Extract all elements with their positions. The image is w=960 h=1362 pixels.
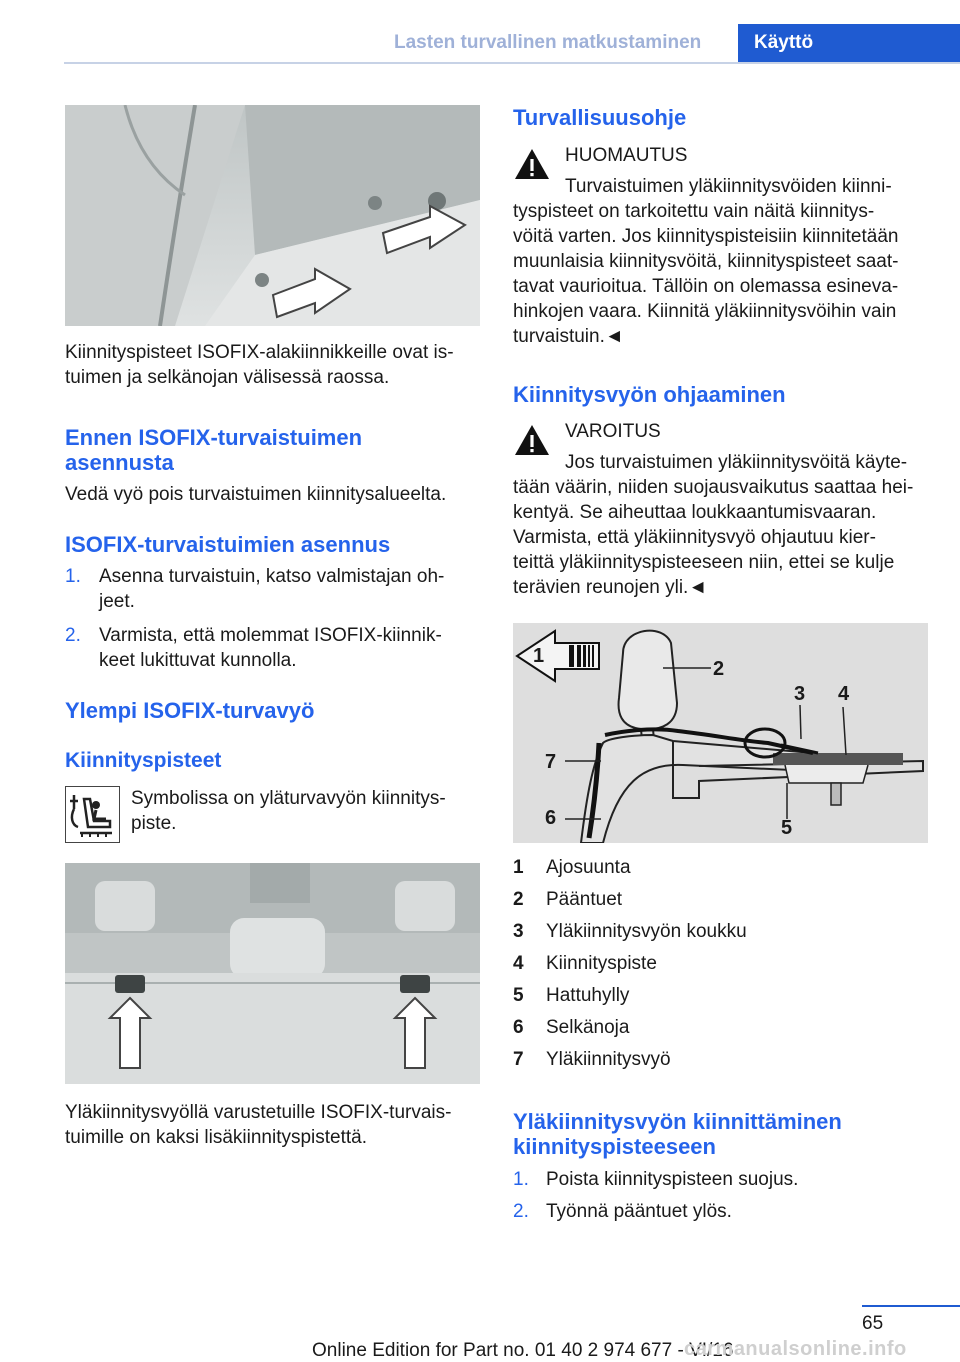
diagram-label-5: 5	[781, 817, 793, 839]
symbol-text-line1: Symbolissa on yläturvavyön kiinnitys-	[131, 788, 446, 809]
online-edition-note: Online Edition for Part no. 01 40 2 974 677 - VI/16	[312, 1340, 734, 1361]
legend-number-6: 6	[513, 1017, 524, 1038]
tether-routing-illustration	[513, 623, 928, 843]
heading-upper-isofix: Ylempi ISOFIX-turvavyö	[65, 698, 315, 723]
note-line-4: muunlaisia kiinnitysvöitä, kiinnityspisteet saat-	[513, 251, 899, 272]
diagram-label-6: 6	[545, 807, 557, 829]
legend-label-1: Ajosuunta	[546, 857, 631, 878]
warning-line-3: kentyä. Se aiheuttaa loukkaantumisvaaran.	[513, 502, 877, 523]
heading-before-install-line2: asennusta	[65, 450, 174, 475]
legend-label-5: Hattuhylly	[546, 985, 630, 1006]
photo1-caption-line1: Kiinnityspisteet ISOFIX-alakiinnikkeille ovat is-	[65, 342, 454, 363]
heading-anchor-points: Kiinnityspisteet	[65, 749, 222, 772]
header-rule	[64, 62, 960, 64]
warning-line-6: terävien reunojen yli.◄	[513, 577, 708, 598]
diagram-label-2: 2	[713, 658, 725, 680]
install-step-1-line1: Asenna turvaistuin, katso valmistajan oh-	[99, 566, 445, 587]
photo2-caption-line2: tuimille on kaksi lisäkiinnityspistettä.	[65, 1127, 368, 1148]
before-install-text: Vedä vyö pois turvaistuimen kiinnitysalueelta.	[65, 484, 447, 505]
legend-number-5: 5	[513, 985, 524, 1006]
note-line-7: turvaistuin.◄	[513, 326, 624, 347]
note-line-1: Turvaistuimen yläkiinnitysvöiden kiinni-	[565, 176, 892, 197]
install-step-2-line2: keet lukittuvat kunnolla.	[99, 650, 297, 671]
heading-safety-note: Turvallisuusohje	[513, 105, 687, 130]
legend-label-4: Kiinnityspiste	[546, 953, 657, 974]
attach-step-2-number: 2.	[513, 1201, 529, 1222]
heading-tether-routing: Kiinnitysvyön ohjaaminen	[513, 382, 786, 407]
warning-line-2: tään väärin, niiden suojausvaikutus saattaa hei-	[513, 477, 914, 498]
isofix-lower-anchor-illustration	[65, 105, 480, 326]
heading-attach-tether-line1: Yläkiinnitysvyön kiinnittäminen	[513, 1109, 842, 1134]
legend-label-7: Yläkiinnitysvyö	[546, 1049, 671, 1070]
install-step-2-line1: Varmista, että molemmat ISOFIX-kiinnik-	[99, 625, 442, 646]
attach-step-2-text: Työnnä pääntuet ylös.	[546, 1201, 732, 1222]
note-line-2: tyspisteet on tarkoitettu vain näitä kiinnitys-	[513, 201, 875, 222]
warning-line-1: Jos turvaistuimen yläkiinnitysvöitä käyte-	[565, 452, 908, 473]
legend-label-2: Pääntuet	[546, 889, 623, 910]
page-number: 65	[862, 1313, 884, 1334]
warning-line-5: teittä yläkiinnityspisteeseen niin, ettei se kulje	[513, 552, 895, 573]
legend-number-1: 1	[513, 857, 524, 878]
upper-tether-points-illustration	[65, 863, 480, 1084]
legend-label-3: Yläkiinnitysvyön koukku	[546, 921, 747, 942]
warning-triangle-icon	[513, 422, 551, 458]
attach-step-1-text: Poista kiinnityspisteen suojus.	[546, 1169, 799, 1190]
diagram-label-3: 3	[794, 683, 806, 705]
install-step-1-number: 1.	[65, 566, 81, 587]
header-chapter-tab[interactable]: Käyttö	[738, 24, 960, 62]
heading-isofix-install: ISOFIX-turvaistuimien asennus	[65, 532, 391, 557]
watermark: carmanualsonline.info	[684, 1338, 907, 1360]
child-seat-anchor-icon	[66, 787, 119, 842]
note-label: HUOMAUTUS	[565, 145, 688, 166]
upper-tether-points-photo	[65, 863, 480, 1084]
legend-number-3: 3	[513, 921, 524, 942]
photo2-caption-line1: Yläkiinnitysvyöllä varustetuille ISOFIX-turvais-	[65, 1102, 452, 1123]
note-line-6: hinkojen vaara. Kiinnitä yläkiinnitysvöihin vain	[513, 301, 897, 322]
legend-number-2: 2	[513, 889, 524, 910]
heading-attach-tether-line2: kiinnityspisteeseen	[513, 1134, 716, 1159]
attach-step-1-number: 1.	[513, 1169, 529, 1190]
photo1-caption-line2: tuimen ja selkänojan välisessä raossa.	[65, 367, 390, 388]
diagram-label-1: 1	[533, 645, 545, 667]
symbol-text-line2: piste.	[131, 813, 177, 834]
warning-label: VAROITUS	[565, 421, 661, 442]
warning-line-4: Varmista, että yläkiinnitysvyö ohjautuu kier-	[513, 527, 876, 548]
diagram-label-4: 4	[838, 683, 850, 705]
legend-number-7: 7	[513, 1049, 524, 1070]
warning-triangle-icon	[513, 146, 551, 182]
install-step-1-line2: jeet.	[99, 591, 135, 612]
legend-label-6: Selkänoja	[546, 1017, 630, 1038]
diagram-label-7: 7	[545, 751, 557, 773]
header-section-title: Lasten turvallinen matkustaminen	[394, 32, 702, 53]
isofix-lower-anchor-photo	[65, 105, 480, 326]
install-step-2-number: 2.	[65, 625, 81, 646]
footer-rule	[862, 1305, 960, 1307]
legend-number-4: 4	[513, 953, 524, 974]
heading-before-install-line1: Ennen ISOFIX-turvaistuimen	[65, 425, 363, 450]
tether-routing-diagram	[513, 623, 928, 843]
note-line-5: tavat vaurioitua. Tällöin on olemassa esineva-	[513, 276, 899, 297]
tether-anchor-symbol	[65, 786, 120, 843]
note-line-3: vöitä varten. Jos kiinnityspisteisiin kiinnitetään	[513, 226, 899, 247]
